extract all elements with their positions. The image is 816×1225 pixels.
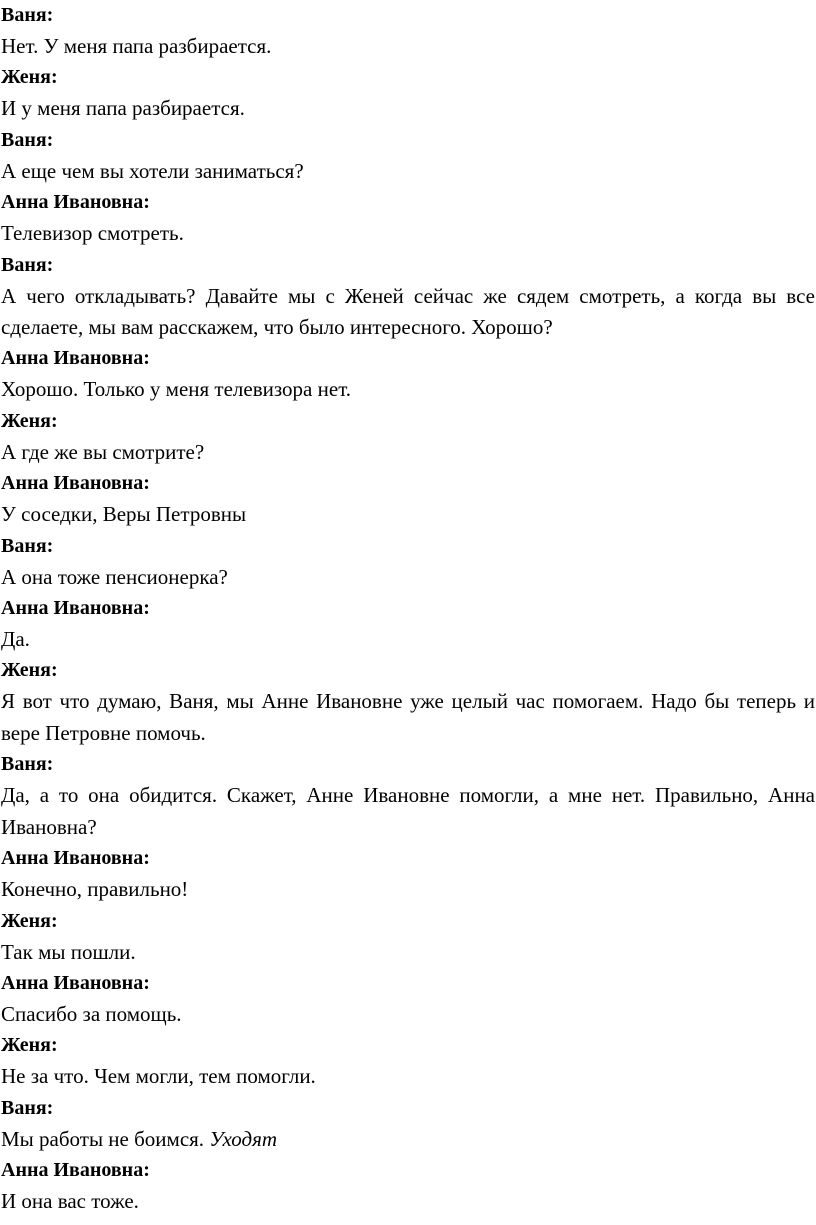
dialogue-entry bbox=[1, 655, 815, 749]
dialogue-line bbox=[1, 374, 815, 405]
dialogue-line bbox=[1, 499, 815, 530]
dialogue-line bbox=[1, 937, 815, 968]
dialogue-entry bbox=[1, 250, 815, 344]
speaker-name: Женя: bbox=[1, 66, 58, 89]
dialogue-entry bbox=[1, 0, 815, 62]
speaker-name: Женя: bbox=[1, 1034, 58, 1057]
dialogue-entry bbox=[1, 531, 815, 593]
dialogue-text: Так мы пошли. bbox=[1, 939, 136, 964]
dialogue-text: А где же вы смотрите? bbox=[1, 439, 205, 464]
dialogue-entry bbox=[1, 343, 815, 405]
speaker-name: Ваня: bbox=[1, 753, 54, 776]
speaker-name: Анна Ивановна: bbox=[1, 472, 150, 495]
dialogue-entry bbox=[1, 468, 815, 530]
speaker-name: Ваня: bbox=[1, 253, 54, 276]
dialogue-entry bbox=[1, 593, 815, 655]
dialogue-text: Я вот что думаю, Ваня, мы Анне Ивановне уже целый час помогаем. Надо бы теперь и вере Петровне помочь. bbox=[1, 689, 815, 745]
dialogue-entry bbox=[1, 187, 815, 249]
dialogue-line bbox=[1, 1061, 815, 1092]
dialogue-line bbox=[1, 31, 815, 62]
dialogue-text: Хорошо. Только у меня телевизора нет. bbox=[1, 377, 352, 402]
dialogue-text: Не за что. Чем могли, тем помогли. bbox=[1, 1064, 316, 1089]
dialogue-line bbox=[1, 562, 815, 593]
speaker-name: Анна Ивановна: bbox=[1, 847, 150, 870]
dialogue-line bbox=[1, 624, 815, 655]
dialogue-line bbox=[1, 1124, 815, 1155]
dialogue-entry bbox=[1, 406, 815, 468]
dialogue-text: Мы работы не боимся. bbox=[1, 1126, 210, 1151]
speaker-name: Анна Ивановна: bbox=[1, 597, 150, 620]
speaker-name: Анна Ивановна: bbox=[1, 347, 150, 370]
speaker-name: Женя: bbox=[1, 909, 58, 932]
dialogue-entry bbox=[1, 62, 815, 124]
speaker-name: Анна Ивановна: bbox=[1, 1159, 150, 1182]
stage-direction: Уходят bbox=[209, 1126, 278, 1151]
dialogue-entry bbox=[1, 1155, 815, 1217]
dialogue-line bbox=[1, 437, 815, 468]
dialogue-text: Да, а то она обидится. Скажет, Анне Ивановне помогли, а мне нет. Правильно, Анна Ивановна? bbox=[1, 783, 815, 839]
speaker-name: Анна Ивановна: bbox=[1, 191, 150, 214]
dialogue-text: У соседки, Веры Петровны bbox=[1, 502, 247, 527]
speaker-name: Ваня: bbox=[1, 4, 54, 26]
dialogue-text: Да. bbox=[1, 627, 30, 652]
dialogue-text: А еще чем вы хотели заниматься? bbox=[1, 158, 304, 183]
dialogue-text: А она тоже пенсионерка? bbox=[1, 564, 228, 589]
speaker-name: Ваня: bbox=[1, 534, 54, 557]
dialogue-text: Телевизор смотреть. bbox=[1, 221, 184, 246]
dialogue-line bbox=[1, 686, 815, 749]
dialogue-text: А чего откладывать? Давайте мы с Женей сейчас же сядем смотреть, а когда вы все сделаете, мы вам расскажем, что было интересного. Хорошо? bbox=[1, 283, 815, 340]
dialogue-line bbox=[1, 93, 815, 124]
dialogue-entry bbox=[1, 906, 815, 968]
dialogue-text: И у меня папа разбирается. bbox=[1, 96, 245, 121]
speaker-name: Ваня: bbox=[1, 1096, 54, 1119]
dialogue-entry bbox=[1, 749, 815, 843]
dialogue-line bbox=[1, 780, 815, 843]
dialogue-line bbox=[1, 218, 815, 249]
dialogue-line bbox=[1, 156, 815, 187]
dialogue-entry bbox=[1, 843, 815, 905]
dialogue-text: Спасибо за помощь. bbox=[1, 1001, 182, 1026]
speaker-name: Анна Ивановна: bbox=[1, 971, 150, 994]
dialogue-entry bbox=[1, 968, 815, 1030]
dialogue-entry bbox=[1, 1030, 815, 1092]
dialogue-line bbox=[1, 999, 815, 1030]
dialogue-text: Конечно, правильно! bbox=[1, 877, 189, 902]
dialogue-line bbox=[1, 874, 815, 905]
dialogue-line bbox=[1, 281, 815, 344]
dialogue-entry bbox=[1, 125, 815, 187]
dialogue-line bbox=[1, 1186, 815, 1217]
speaker-name: Женя: bbox=[1, 409, 58, 432]
speaker-name: Ваня: bbox=[1, 128, 54, 151]
dialogue-text: Нет. У меня папа разбирается. bbox=[1, 34, 272, 58]
dialogue-text: И она вас тоже. bbox=[1, 1189, 139, 1214]
dialogue-entry bbox=[1, 1093, 815, 1155]
speaker-name: Женя: bbox=[1, 659, 58, 682]
